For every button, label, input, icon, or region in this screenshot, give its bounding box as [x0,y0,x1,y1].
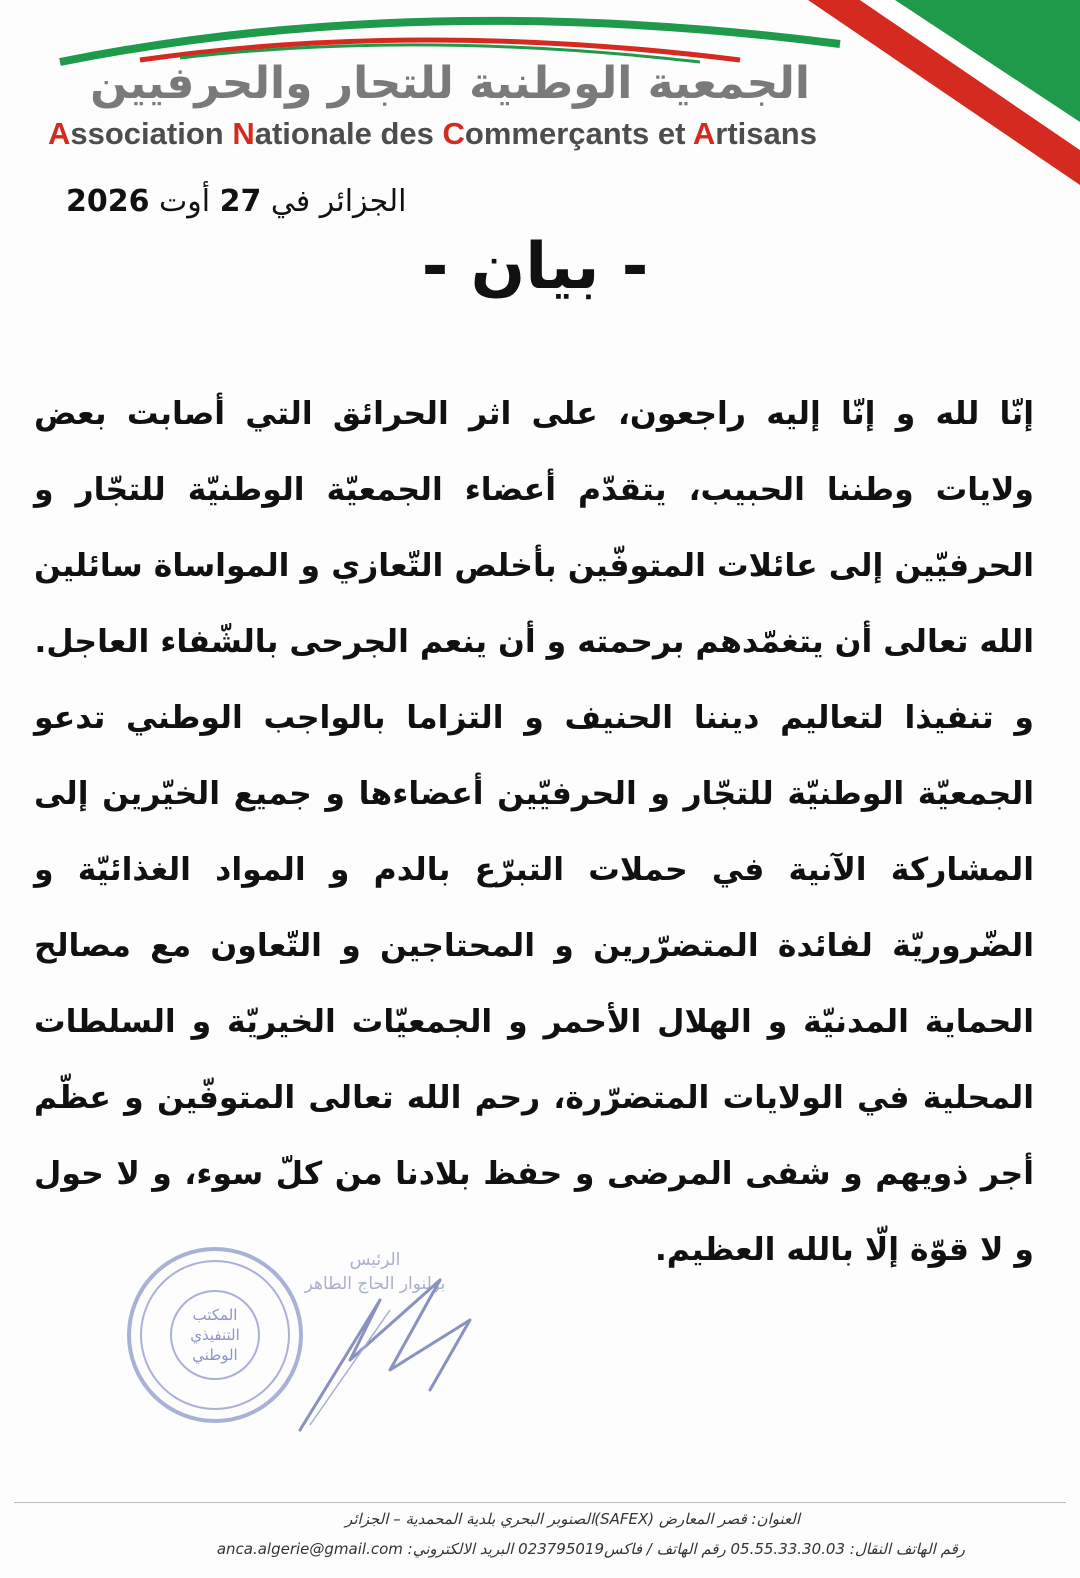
date-line [66,184,426,219]
footer-divider [14,1502,1066,1503]
document-body [34,376,1034,1288]
footer-phone-label: رقم الهاتف / فاكس [604,1540,731,1558]
french-title-part: ommerçants et [464,116,693,151]
handwritten-signature [270,1240,500,1440]
footer-phone: 023795019 [518,1540,605,1558]
date-prefix: الجزائر في [261,184,407,219]
signatory-name: بولنوار الحاج الطاهر [304,1274,446,1294]
footer-mobile: 05.55.33.30.03 [730,1540,845,1558]
french-title-part: C [442,116,465,151]
association-name-french-text [48,116,817,151]
footer-mobile-label: رقم الهاتف النقال: [845,1540,965,1558]
date-year: 2026 [66,184,150,219]
french-title-part: ssociation [70,116,233,151]
footer-email: anca.algerie@gmail.com [216,1540,403,1558]
date-month: أوت [149,184,220,219]
stamp-line-1: المكتب [192,1306,238,1324]
footer-address: العنوان: قصر المعارض (SAFEX)الصنوبر البحري بلدية المحمدية – الجزائر [345,1510,800,1528]
stamp-line-3: الوطني [192,1346,238,1364]
body-paragraph-2: و تنفيذا لتعاليم ديننا الحنيف و التزاما بالواجب الوطني تدعو الجمعيّة الوطنيّة للتجّار و الحرفيّين أعضاءها و جميع الخيّرين إلى المشاركة الآنية في حملات التبرّع بالدم و المواد الغذائيّة و الضّروريّة لفائدة المتضرّرين و المحتاجين و التّعاون مع مصالح الحماية المدنيّة و الهلال الأحمر و الجمعيّات الخيريّة و السلطات المحلية في الولايات المتضرّرة، رحم الله تعالى المتوفّين و عظّم أجر ذويهم و شفى المرضى و حفظ بلادنا من كلّ سوء، و لا حول و لا قوّة إلّا بالله العظيم. [34,700,1034,1268]
french-title-part: ationale des [254,116,443,151]
french-title-part: A [48,116,71,151]
french-title-part: rtisans [715,116,817,151]
signatory-role: الرئيس [349,1250,401,1270]
date-day: 27 [219,184,262,219]
association-name-french [48,116,868,152]
footer-contact [0,1540,965,1558]
french-title-part: A [692,116,716,151]
document-heading: - بيان - [421,230,649,304]
stamp-line-2: التنفيذي [190,1326,240,1344]
body-paragraph-1: إنّا لله و إنّا إليه راجعون، على اثر الحرائق التي أصابت بعض ولايات وطننا الحبيب، يتقدّم أعضاء الجمعيّة الوطنيّة للتجّار و الحرفيّين إلى عائلات المتوفّين بأخلص التّعازي و المواساة سائلين الله تعالى أن يتغمّدهم برحمته و أن ينعم الجرحى بالشّفاء العاجل. [34,396,1034,660]
association-name-arabic: الجمعية الوطنية للتجار والحرفيين [90,58,810,109]
french-title-part: N [232,116,255,151]
footer-email-label: البريد الالكتروني: [402,1540,519,1558]
